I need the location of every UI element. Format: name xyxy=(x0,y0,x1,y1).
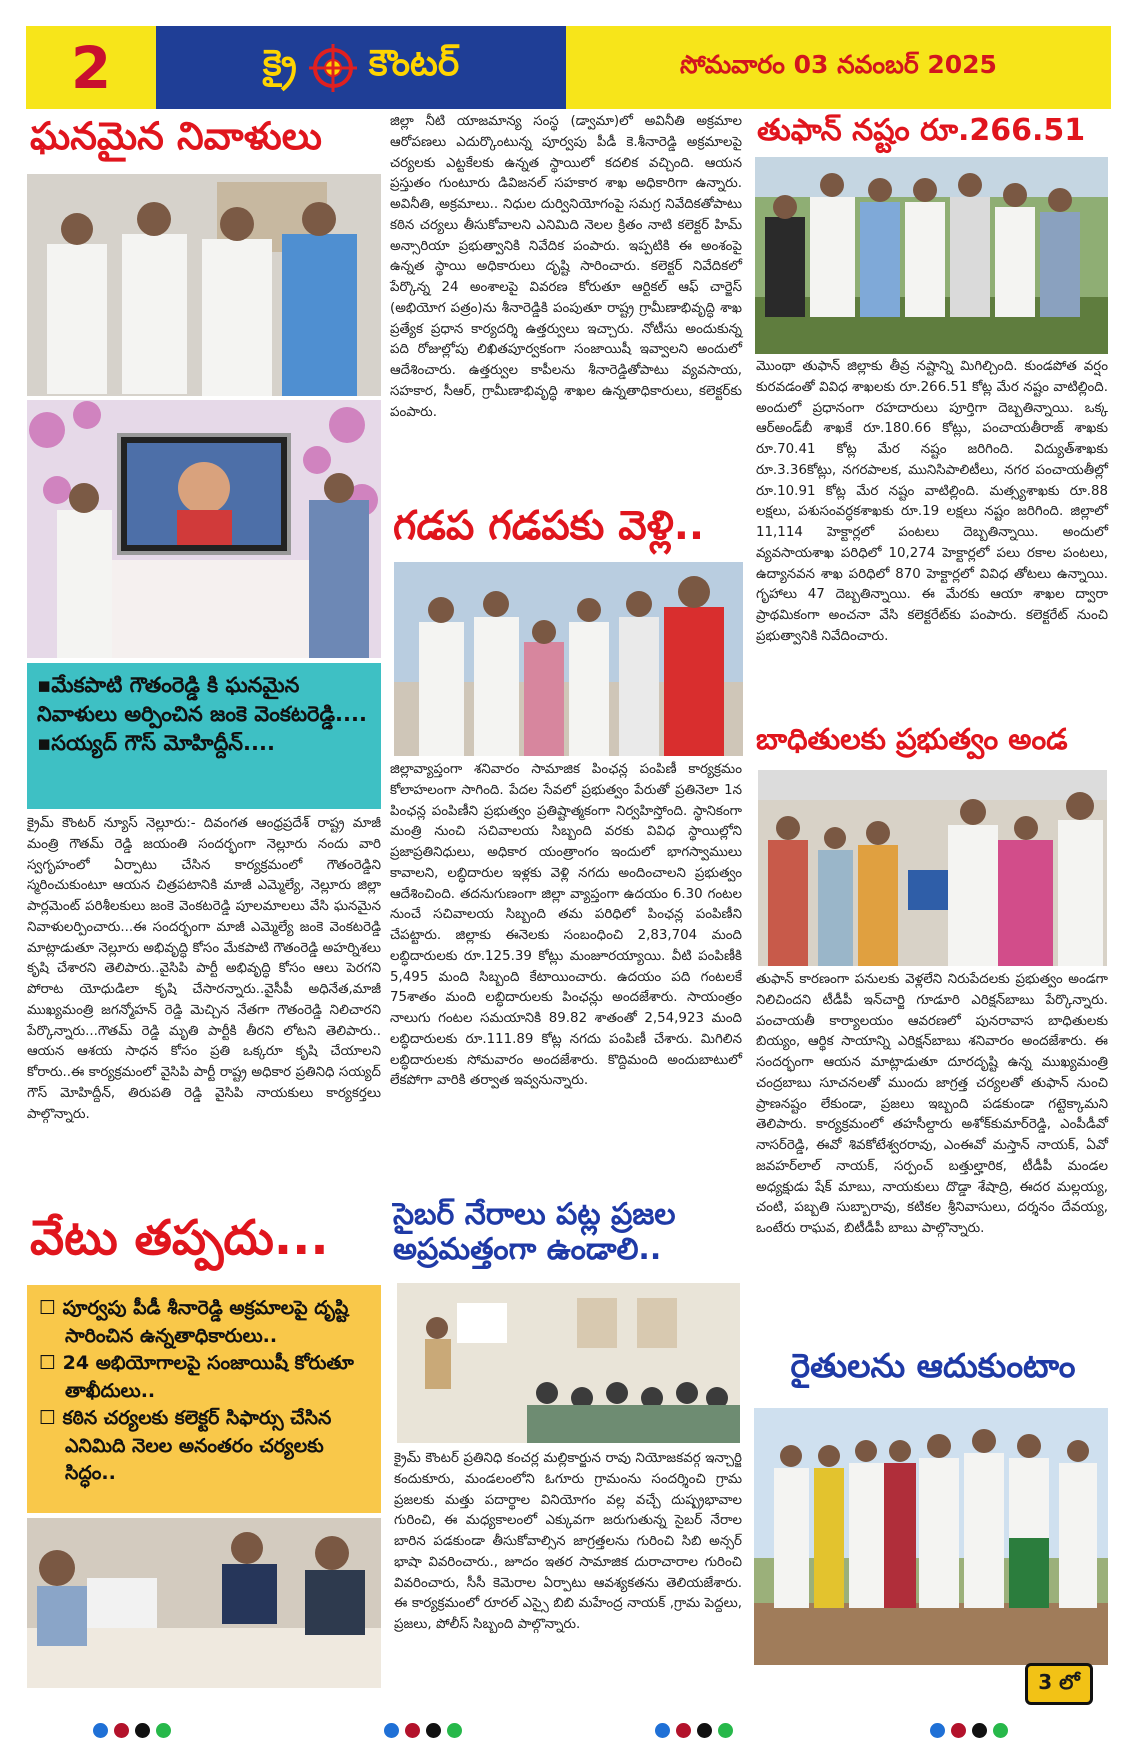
story1-headline: ఘనమైన నివాళులు xyxy=(30,114,322,158)
story2-bullets-box xyxy=(27,1285,381,1513)
continued-page-badge: 3 లో xyxy=(1025,1663,1093,1705)
dot-blue xyxy=(93,1723,108,1738)
footer-dots xyxy=(93,1723,171,1738)
dot-red xyxy=(676,1723,691,1738)
story7-headline: రైతులను ఆదుకుంటాం xyxy=(790,1346,1076,1385)
story3-body: జిల్లావ్యాప్తంగా శనివారం సామాజిక పింఛన్ల పంపిణీ కార్యక్రమం కోలాహలంగా సాగింది. పేదల సేవలో ప్రభుత్వం పేరుతో ప్రతినెలా 1న పింఛన్ల పంపిణీని ప్రభుత్వం ప్రతిష్టాత్మకంగా నిర్వహిస్తోంది. స్థానికంగా మంత్రి నుంచి సచివాలయ సిబ్బంది వరకు వివిధ స్థాయిల్లోని ప్రజాప్రతినిధులు, అధికార యంత్రాంగం ఇందులో భాగస్వాములు కావాలని, లబ్ధిదారుల ఇళ్లకు వెళ్లి నగదు అందించాలని ప్రభుత్వం ఆదేశించింది. తదనుగుణంగా జిల్లా వ్యాప్తంగా ఉదయం 6.30 గంటల నుంచే సచివాలయ సిబ్బంది తమ పరిధిలో పింఛన్ల పంపిణీని చేపట్టారు. జిల్లాకు ఈనెలకు సంబంధించి 2,83,704 మంది లబ్ధిదారులకు రూ.125.39 కోట్లు మంజూరయ్యాయి. వీటి పంపిణీకి 5,495 మంది సిబ్బంది కేటాయించారు. ఉదయం పది గంటలకే 75శాతం మంది లబ్ధిదారులకు పింఛన్లు అందజేశారు. సాయంత్రం నాలుగు గంటల సమయానికి 89.82 శాతంతో 2,54,923 మంది లబ్ధిదారులకు రూ.111.89 కోట్ల నగదు పంపిణీ చేశారు. మిగిలిన లబ్ధిదారులకు సోమవారం అందజేశారు. కొద్దిమంది అందుబాటులో లేకపోగా వారికి తర్వాత ఇవ్వనున్నారు. xyxy=(390,762,742,1089)
story1-body: క్రైమ్ కౌంటర్ న్యూస్ నెల్లూరు:- దివంగత ఆంధ్రప్రదేశ్ రాష్ట్ర మాజీ మంత్రి గౌతమ్ రెడ్డి జయంతి సందర్భంగా నెల్లూరు నందు వారి స్వగృహంలో ఏర్పాటు చేసిన కార్యక్రమంలో గౌతంరెడ్డిని స్మరించుకుంటూ ఆయన చిత్రపటానికి మాజీ ఎమ్మెల్యే, నెల్లూరు జిల్లా పార్లమెంట్ పరిశీలకులు జంకె వెంకటరెడ్డి పూలమాలలు వేసి ఘనమైన నివాళులర్పించారు...ఈ సందర్భంగా మాజీ ఎమ్మెల్యే జంకె వెంకటరెడ్డి మాట్లాడుతూ నెల్లూరు అభివృద్ధి కోసం మేకపాటి గౌతంరెడ్డి అహర్నిశలు కృషి చేశారని తెలిపారు..వైసిపి పార్టీ అభివృద్ధి కోసం ఆలు పెరగని పోరాట యోధుడిలా కృషి చేసారన్నారు..వైసీపీ అధినేత,మాజీ ముఖ్యమంత్రి జగన్మోహన్ రెడ్డి మెచ్చిన నేతగా గౌతంరెడ్డి నిలిచారని పేర్కొన్నారు...గౌతమ్ రెడ్డి మృతి పార్టీకి తీరని లోటని తెలిపారు.. ఆయన ఆశయ సాధన కోసం ప్రతి ఒక్కరూ కృషి చేయాలని కోరారు..ఈ కార్యక్రమంలో వైసిపి పార్టీ రాష్ట్ర అధికార ప్రతినిధి సయ్యద్ గౌస్ మోహిద్దీన్, తిరుపతి రెడ్డి వైసిపి నాయకులు కార్యకర్తలు పాల్గొన్నారు. xyxy=(27,816,381,1122)
dot-black xyxy=(135,1723,150,1738)
story2-bullet: ☐ 24 అభియోగాలపై సంజాయిషీ కోరుతూ తాఖీదులు.. xyxy=(39,1352,354,1402)
story3-headline: గడప గడపకు వెళ్లి.. xyxy=(393,503,705,549)
crosshair-icon xyxy=(309,44,357,92)
dot-blue xyxy=(655,1723,670,1738)
story1-photo-top xyxy=(27,174,381,396)
story6-body: తుఫాన్ కారణంగా పనులకు వెళ్లలేని నిరుపేదలకు ప్రభుత్వం అండగా నిలిచిందని టీడీపీ ఇన్‌చార్జి గూడూరి ఎరిక్షన్‌బాబు పేర్కొన్నారు. పంచాయతీ కార్యాలయం ఆవరణలో పునరావాస బాధితులకు బియ్యం, ఆర్థిక సాయాన్ని ఎరిక్షన్‌బాబు శనివారం అందజేశారు. ఈ సందర్భంగా ఆయన మాట్లాడుతూ దూరదృష్టి ఉన్న ముఖ్యమంత్రి చంద్రబాబు సూచనలతో ముందు జాగ్రత్త చర్యలతో తుఫాన్ నుంచి ప్రాణనష్టం లేకుండా, ప్రజలు ఇబ్బంది పడకుండా గట్టెక్కామని తెలిపారు. కార్యక్రమంలో తహసీల్దారు అశోక్‌కుమార్‌రెడ్డి, ఎంపీడీవో నాసర్‌రెడ్డి, ఈవో శివకోటేశ్వరరావు, ఎంఈవో మస్తాన్ నాయక్, ఏవో జవహర్‌లాల్ నాయక్, సర్పంచ్ బత్తుల్హారిక, టీడీపీ మండల అధ్యక్షుడు షేక్ మాబు, నాయకులు దొడ్డా శేషాద్రి, ఈదర మల్లయ్య, చంటి, పబ్బతి సుబ్బారావు, కటికల శ్రీనివాసులు, దర్శనం దేవయ్య, ఒంటేరు రాఘవ, బిటీడీపీ బాబు పాల్గొన్నారు. xyxy=(756,972,1108,1237)
people-photo-icon xyxy=(27,174,381,396)
meeting-photo-icon xyxy=(27,1518,381,1688)
story3-photo-pension xyxy=(394,562,743,756)
logo-text-right: కౌంటర్ xyxy=(368,42,460,84)
pension-distribution-photo-icon xyxy=(394,562,743,756)
footer-dots xyxy=(384,1723,462,1738)
story6-headline: బాధితులకు ప్రభుత్వం అండ xyxy=(756,722,1068,756)
dot-green xyxy=(447,1723,462,1738)
dot-blue xyxy=(384,1723,399,1738)
story1-highlight: ▪మేకపాటి గౌతంరెడ్డి కి ఘనమైన నివాళులు అర్పించిన జంకె వెంకటరెడ్డి.... xyxy=(37,673,367,726)
story2-bullet: ☐ కఠిన చర్యలకు కలెక్టర్ సిఫార్సు చేసిన ఎనిమిది నెలల అనంతరం చర్యలకు సిద్ధం.. xyxy=(39,1407,332,1485)
dot-green xyxy=(993,1723,1008,1738)
dot-red xyxy=(405,1723,420,1738)
masthead xyxy=(26,26,1111,109)
story5-headline: తుఫాన్ నష్టం రూ.266.51 xyxy=(757,113,1086,148)
story4-body: క్రైమ్ కౌంటర్ ప్రతినిధి కంచర్ల మల్లికార్జున రావు నియోజకవర్గ ఇన్చార్జి కందుకూరు, మండలంలోని ఓగూరు గ్రామంను సందర్శించి గ్రామ ప్రజలకు మత్తు పదార్థాల వినియోగం వల్ల వచ్చే దుష్ప్రభావాల గురించి, ఈ మధ్యకాలంలో ఎక్కువగా జరుగుతున్న సైబర్ నేరాల బారిన పడకుండా తీసుకోవాల్సిన జాగ్రత్తలను గురించి సిబి అన్సర్ భాషా వివరించారు., జూదం ఇతర సామాజిక దురాచారాల గురించి వివరించారు, సీసీ కెమెరాల ఏర్పాటు ఆవశ్యకతను తెలియజేశారు. ఈ కార్యక్రమంలో రూరల్ ఎస్సై బిబి మహేంద్ర నాయక్ ,గ్రామ పెద్దలు, ప్రజలు, పోలీస్ సిబ్బంది పాల్గొన్నారు. xyxy=(394,1451,742,1633)
story4-headline: సైబర్ నేరాలు పట్ల ప్రజల అప్రమత్తంగా ఉండాలి.. xyxy=(393,1197,676,1267)
crop-inspection-photo-icon xyxy=(755,157,1108,354)
dot-green xyxy=(718,1723,733,1738)
story1-photo-tribute xyxy=(27,400,381,658)
dot-green xyxy=(156,1723,171,1738)
story2-photo-meeting xyxy=(27,1518,381,1688)
story7-photo-farmers xyxy=(754,1408,1108,1665)
flower-tribute-photo-icon xyxy=(27,400,381,658)
newspaper-logo xyxy=(156,26,566,109)
story5-photo-crops xyxy=(755,157,1108,354)
page-number: 2 xyxy=(26,26,156,109)
story4-photo-awareness xyxy=(397,1283,740,1443)
relief-distribution-photo-icon xyxy=(758,770,1107,966)
footer-dots xyxy=(655,1723,733,1738)
dot-red xyxy=(951,1723,966,1738)
logo-text-left: క్రై xyxy=(262,42,297,84)
story6-photo-relief xyxy=(758,770,1107,966)
story2-bullet: ☐ పూర్వపు పీడీ శీనారెడ్డి అక్రమాలపై దృష్టి సారించిన ఉన్నతాధికారులు.. xyxy=(39,1297,349,1347)
dot-black xyxy=(426,1723,441,1738)
issue-date: సోమవారం 03 నవంబర్ 2025 xyxy=(566,26,1111,109)
footer-dots xyxy=(930,1723,1008,1738)
awareness-meeting-photo-icon xyxy=(397,1283,740,1443)
story5-body: మొంథా తుఫాన్ జిల్లాకు తీవ్ర నష్టాన్ని మిగిల్చింది. కుండపోత వర్షం కురవడంతో వివిధ శాఖలకు రూ.266.51 కోట్ల మేర నష్టం వాటిల్లింది. అందులో ప్రధానంగా రహదారులు పూర్తిగా దెబ్బతిన్నాయి. ఒక్క ఆర్‌అండ్‌బీ శాఖకే రూ.180.66 కోట్లు, పంచాయతీరాజ్ శాఖకు రూ.70.41 కోట్ల మేర నష్టం జరిగింది. విద్యుత్‌శాఖకు రూ.3.36కోట్లు, నగరపాలక, మునిసిపాలిటీలు, నగర పంచాయతీల్లో రూ.10.91 కోట్ల మేర నష్టం వాటిల్లింది. మత్స్యశాఖకు రూ.88 లక్షలు, పశుసంవర్ధకశాఖకు రూ.19 లక్షలు నష్టం జరిగింది. జిల్లాలో 11,114 హెక్టార్లలో పంటలు దెబ్బతిన్నాయి. అందులో వ్యవసాయశాఖ పరిధిలో 10,274 హెక్టార్లలో పలు రకాల పంటలు, ఉద్యానవన శాఖ పరిధిలో 870 హెక్టార్లలో వివిధ తోటలు ఉన్నాయి. గృహాలు 47 దెబ్బతిన్నాయి. ఈ మేరకు ఆయా శాఖల ద్వారా ప్రాథమికంగా అంచనా వేసి కలెక్టరేట్‌కు పంపారు. కలెక్టరేట్ నుంచి ప్రభుత్వానికి నివేదించారు. xyxy=(756,359,1108,644)
story1-highlight: ▪సయ్యద్ గౌస్ మోహిద్దీన్.... xyxy=(37,730,275,755)
story1-highlights-box xyxy=(27,663,381,809)
dot-black xyxy=(972,1723,987,1738)
dot-red xyxy=(114,1723,129,1738)
dot-black xyxy=(697,1723,712,1738)
story2-body: జిల్లా నీటి యాజమాన్య సంస్థ (డ్వామా)లో అవినీతి అక్రమాల ఆరోపణలు ఎదుర్కొంటున్న పూర్వపు పీడీ కె.శీనారెడ్డి అక్రమాలపై చర్యలకు ఎట్టకేలకు ఉన్నత స్థాయిలో కదలిక వచ్చింది. ఆయన ప్రస్తుతం గుంటూరు డివిజనల్ సహకార శాఖ అధికారిగా ఉన్నారు. అవినీతి, అక్రమాలు.. నిధుల దుర్వినియోగంపై సమగ్ర నివేదికతోపాటు కఠిన చర్యలు తీసుకోవాలని ఎనిమిది నెలల క్రితం నాటి కలెక్టర్ హిమ్ అన్సారియా ప్రభుత్వానికి నివేదిక పంపారు. ఇప్పటికి ఈ అంశంపై ఉన్నత స్థాయి అధికారులు దృష్టి సారించారు. కలెక్టర్ నివేదికలో పేర్కొన్న 24 అంశాలపై వివరణ కోరుతూ ఆర్టికల్ ఆఫ్ చార్జెస్ (అభియోగ పత్రం)ను శీనారెడ్డికి పంపుతూ రాష్ట్ర గ్రామీణాభివృద్ధి శాఖ ప్రత్యేక ప్రధాన కార్యదర్శి ఉత్తర్వులు ఇచ్చారు. నోటీసు అందుకున్న పది రోజుల్లోపు లిఖితపూర్వకంగా సంజాయిషీ ఇవ్వాలని అందులో ఆదేశించారు. ఉత్తర్వుల కాపీలను శీనారెడ్డితోపాటు వ్యవసాయ, సహకార, సీఆర్, గ్రామీణాభివృద్ధి శాఖల ఉన్నతాధికారులు, కలెక్టర్‌కు పంపారు. xyxy=(390,114,742,420)
dot-blue xyxy=(930,1723,945,1738)
farmers-visit-photo-icon xyxy=(754,1408,1108,1665)
story2-headline: వేటు తప్పదు... xyxy=(30,1210,329,1266)
